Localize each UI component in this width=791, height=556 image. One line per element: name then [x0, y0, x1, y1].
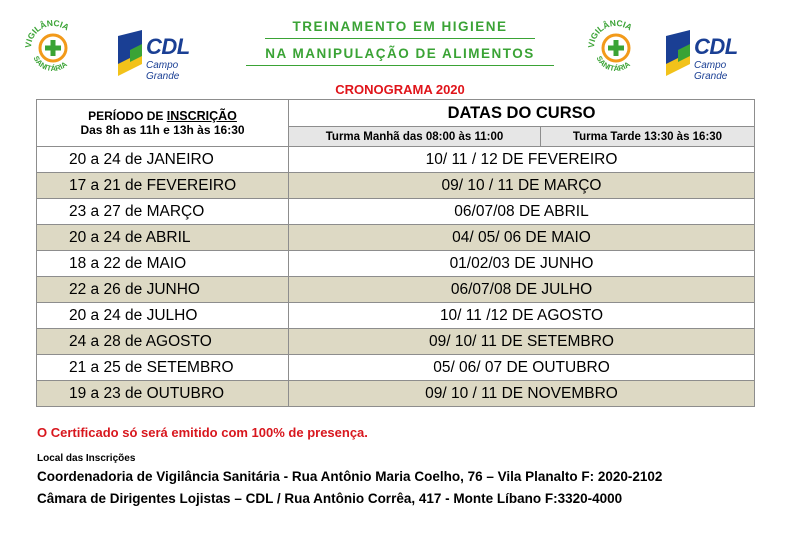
cronograma-title: CRONOGRAMA 2020 [335, 82, 465, 97]
vigilancia-logo-bottom-text: SANITÁRIA [31, 54, 69, 74]
vigilancia-sanitaria-logo-right [585, 17, 647, 79]
vigilancia-logo-top-text: VIGILÂNCIA [22, 17, 71, 49]
table-row [37, 147, 755, 173]
cdl-logo [116, 30, 208, 82]
cdl-logo-right [664, 30, 756, 82]
table-row [37, 251, 755, 277]
address-cdl: Câmara de Dirigentes Lojistas – CDL / Rua Antônio Corrêa, 417 - Monte Líbano F:3320-4000 [37, 491, 623, 506]
cdl-mark-icon-right [664, 30, 694, 78]
periodo-cell: 17 a 21 de FEVEREIRO [37, 173, 289, 199]
periodo-cell: 22 a 26 de JUNHO [37, 277, 289, 303]
periodo-cell: 20 a 24 de JANEIRO [37, 147, 289, 173]
title-underline-1 [265, 38, 535, 39]
table-row [37, 381, 755, 407]
certificate-notice: O Certificado só será emitido com 100% de presença. [37, 425, 368, 440]
title-line-2: NA MANIPULAÇÃO DE ALIMENTOS [265, 46, 535, 61]
datas-cell: 06/07/08 DE JULHO [289, 277, 755, 303]
table-row [37, 277, 755, 303]
title-line-1: TREINAMENTO EM HIGIENE [292, 19, 508, 34]
datas-cell: 10/ 11 /12 DE AGOSTO [289, 303, 755, 329]
cdl-logo-subtitle: Campo Grande [146, 60, 180, 82]
vigilancia-logo-top-text-right: VIGILÂNCIA [585, 17, 634, 49]
datas-cell: 10/ 11 / 12 DE FEVEREIRO [289, 147, 755, 173]
periodo-cell: 21 a 25 de SETEMBRO [37, 355, 289, 381]
vigilancia-sanitaria-logo [22, 17, 84, 79]
datas-cell: 01/02/03 DE JUNHO [289, 251, 755, 277]
periodo-cell: 23 a 27 de MARÇO [37, 199, 289, 225]
datas-cell: 09/ 10 / 11 DE NOVEMBRO [289, 381, 755, 407]
periodo-header-title [37, 109, 288, 123]
table-row [37, 173, 755, 199]
periodo-header-prefix: PERÍODO DE [88, 108, 167, 123]
periodo-header-inscricao: INSCRIÇÃO [166, 108, 237, 123]
local-inscricoes-label: Local das Inscrições [37, 453, 136, 464]
title-underline-2 [246, 65, 554, 66]
turma-manha-header: Turma Manhã das 08:00 às 11:00 [289, 127, 541, 147]
datas-cell: 09/ 10/ 11 DE SETEMBRO [289, 329, 755, 355]
periodo-header [37, 100, 289, 147]
cdl-logo-name-right: CDL [694, 34, 738, 59]
periodo-cell: 19 a 23 de OUTUBRO [37, 381, 289, 407]
cdl-mark-icon [116, 30, 146, 78]
table-row [37, 225, 755, 251]
periodo-cell: 18 a 22 de MAIO [37, 251, 289, 277]
periodo-cell: 24 a 28 de AGOSTO [37, 329, 289, 355]
periodo-cell: 20 a 24 de ABRIL [37, 225, 289, 251]
periodo-header-hours: Das 8h as 11h e 13h às 16:30 [80, 122, 245, 137]
schedule-table [36, 99, 755, 407]
datas-cell: 06/07/08 DE ABRIL [289, 199, 755, 225]
table-row [37, 355, 755, 381]
address-vigilancia: Coordenadoria de Vigilância Sanitária - Rua Antônio Maria Coelho, 76 – Vila Planalto F: 2020-2102 [37, 469, 663, 484]
table-row [37, 199, 755, 225]
table-row [37, 329, 755, 355]
cdl-logo-name: CDL [146, 34, 190, 59]
periodo-cell: 20 a 24 de JULHO [37, 303, 289, 329]
datas-cell: 09/ 10 / 11 DE MARÇO [289, 173, 755, 199]
datas-header: DATAS DO CURSO [289, 100, 755, 127]
turma-tarde-header: Turma Tarde 13:30 às 16:30 [541, 127, 755, 147]
datas-cell: 04/ 05/ 06 DE MAIO [289, 225, 755, 251]
table-row [37, 303, 755, 329]
vigilancia-logo-bottom-text-right: SANITÁRIA [594, 54, 632, 74]
cdl-logo-subtitle-right: Campo Grande [694, 60, 728, 82]
datas-cell: 05/ 06/ 07 DE OUTUBRO [289, 355, 755, 381]
